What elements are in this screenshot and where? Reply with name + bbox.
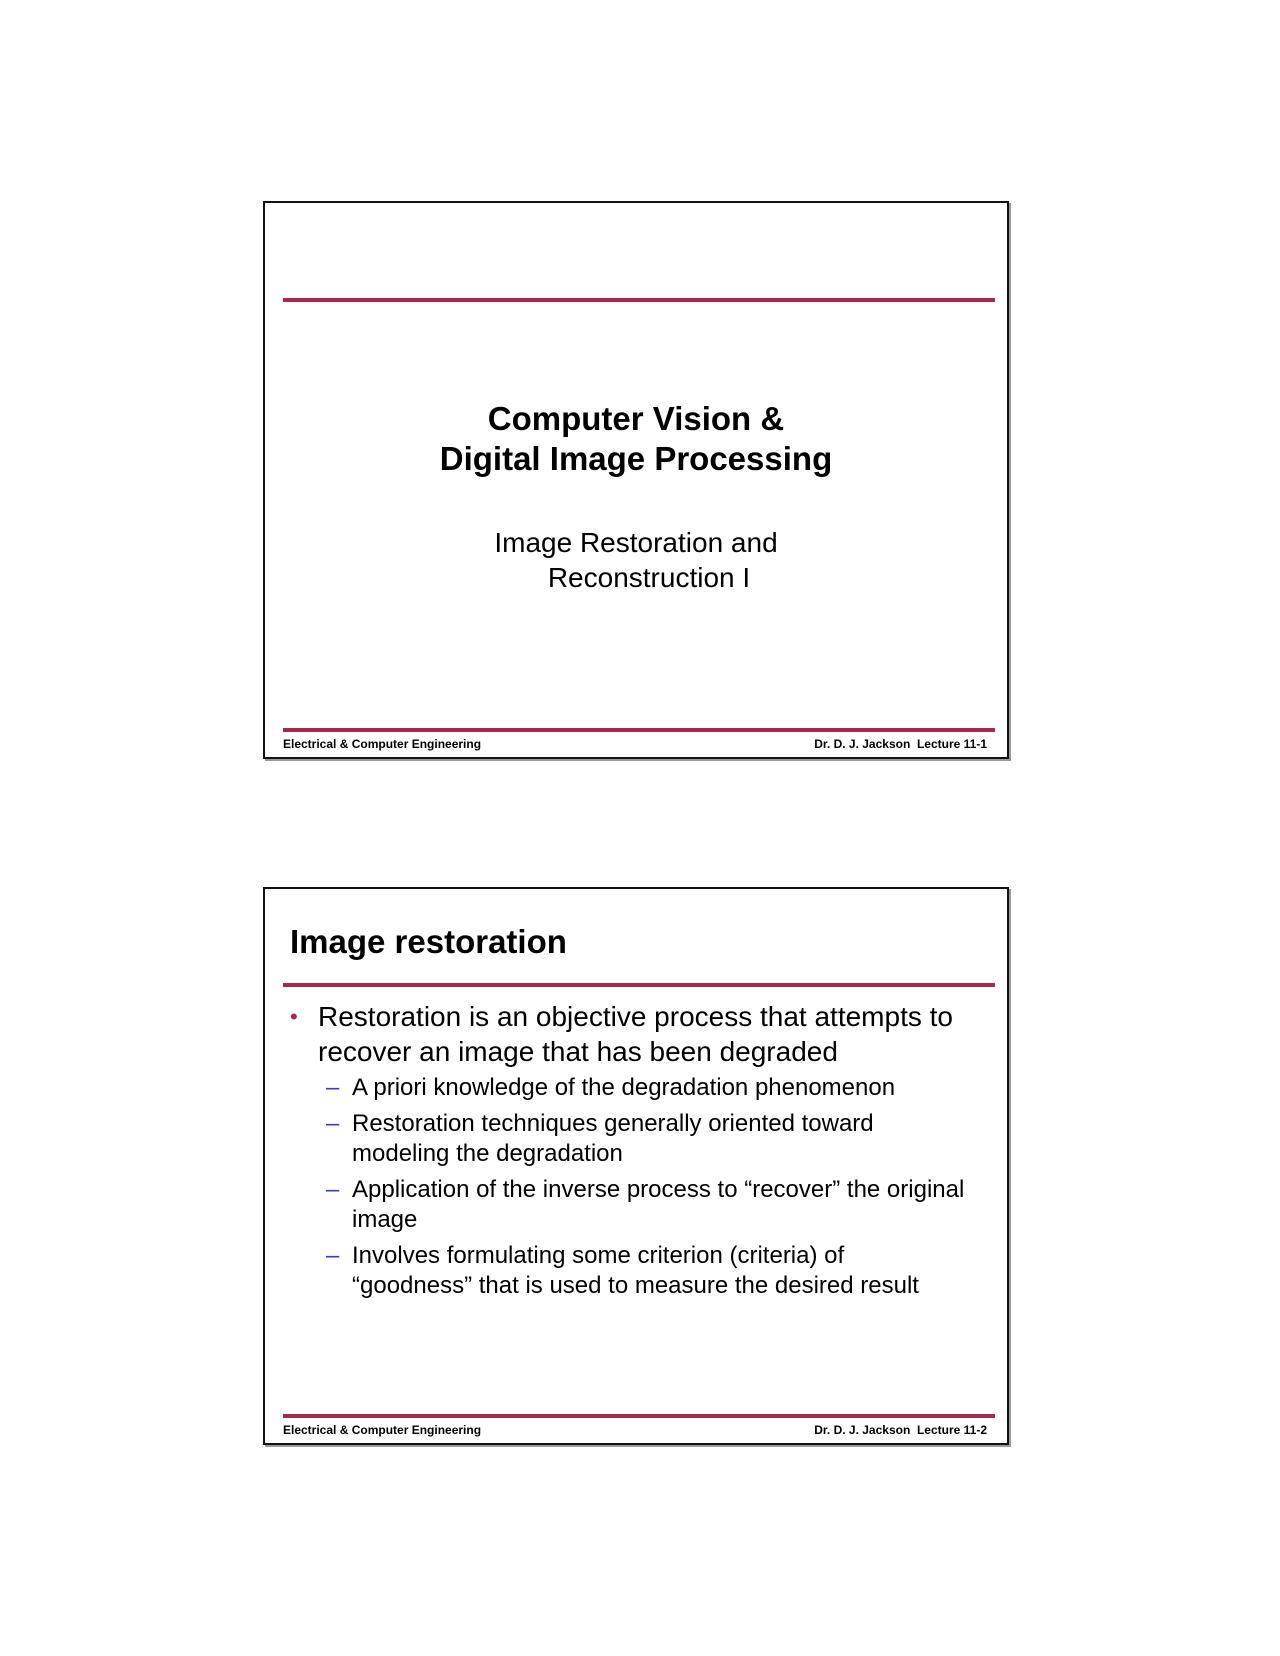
sub-bullet-text: Restoration techniques generally oriented toward modeling the degradation <box>352 1110 874 1167</box>
bullet-item <box>290 999 993 1069</box>
sub-bullet-text: Involves formulating some criterion (criteria) of “goodness” that is used to measure the desired result <box>352 1242 919 1299</box>
slide-title: Image restoration <box>290 923 567 960</box>
bullet-dot-icon: • <box>290 1004 298 1029</box>
slide-footer <box>283 737 987 751</box>
subtitle-line-1: Image Restoration and <box>494 527 778 558</box>
subtitle-line-2: Reconstruction I <box>547 562 751 593</box>
title-accent-rule <box>283 983 995 987</box>
footer-accent-rule <box>283 1414 995 1418</box>
footer-lecture: Dr. D. J. Jackson Lecture 11-1 <box>814 737 987 751</box>
sub-bullet-text: A priori knowledge of the degradation phenomenon <box>352 1074 896 1101</box>
sub-bullet-text: Application of the inverse process to “recover” the original image <box>352 1176 965 1233</box>
footer-accent-rule <box>283 728 995 732</box>
dash-icon: – <box>326 1176 340 1203</box>
bullet-text: Restoration is an objective process that attempts to recover an image that has been degraded <box>318 1001 953 1067</box>
slide-footer <box>283 1423 987 1437</box>
bullet-list <box>290 999 993 1307</box>
top-accent-rule <box>283 298 995 302</box>
footer-department: Electrical & Computer Engineering <box>283 1423 482 1437</box>
slide-title <box>265 399 1007 479</box>
dash-icon: – <box>326 1074 340 1101</box>
title-line-1: Computer Vision & <box>487 400 785 437</box>
footer-lecture: Dr. D. J. Jackson Lecture 11-2 <box>814 1423 987 1437</box>
title-line-2: Digital Image Processing <box>439 440 833 477</box>
sub-bullet-item <box>326 1175 993 1235</box>
dash-icon: – <box>326 1242 340 1269</box>
sub-bullet-item <box>326 1109 993 1169</box>
footer-department: Electrical & Computer Engineering <box>283 737 482 751</box>
slide-2 <box>263 887 1009 1445</box>
slide-1 <box>263 201 1009 759</box>
sub-bullet-list <box>290 1073 993 1301</box>
sub-bullet-item <box>326 1241 993 1301</box>
slide-subtitle <box>265 525 1007 595</box>
dash-icon: – <box>326 1110 340 1137</box>
sub-bullet-item <box>326 1073 993 1103</box>
